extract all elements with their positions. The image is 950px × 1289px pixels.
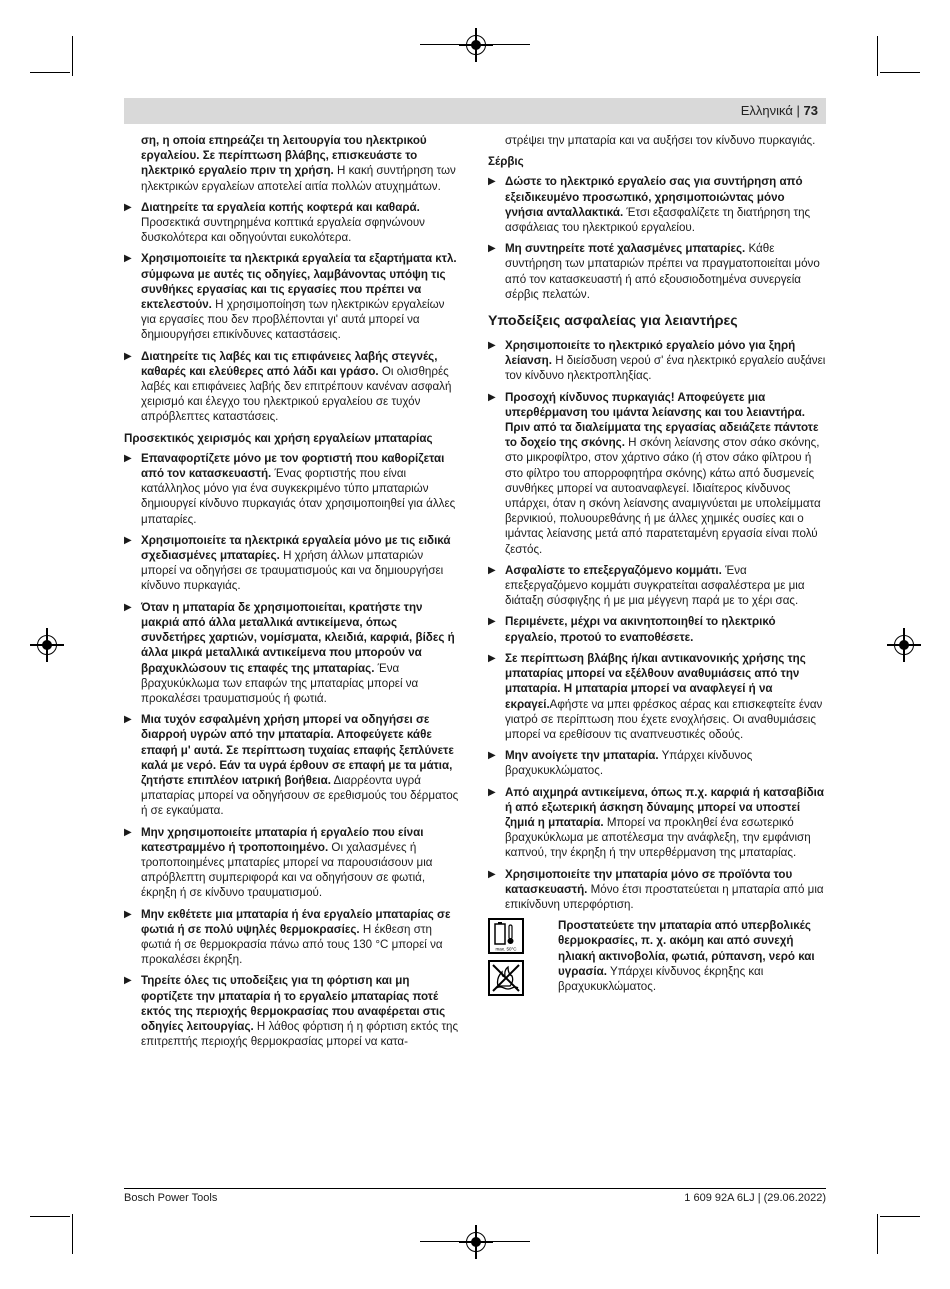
bullet-text: Μπορεί να προκληθεί ένα εσωτερικό βραχυκύκλωμα με αποτέλεσμα την ανάφλεξη, την εμφάνιση καπνού, την έκρηξη ή την υπερθέρμανση της μπαταρίας. bbox=[505, 815, 811, 860]
footer-divider bbox=[124, 1188, 826, 1189]
bullet-item bbox=[124, 349, 460, 425]
bullet-text: Η έκθεση στη φωτιά ή σε θερμοκρασία πάνω από τους 130 °C μπορεί να προκαλέσει έκρηξη. bbox=[141, 922, 443, 967]
bullet-triangle-icon: ▶ bbox=[488, 176, 496, 188]
warning-text bbox=[558, 918, 826, 994]
bullet-item bbox=[124, 600, 460, 706]
bullet-item bbox=[488, 651, 826, 742]
bullet-item bbox=[124, 907, 460, 968]
page-header bbox=[124, 98, 826, 124]
bullet-bold: Όταν η μπαταρία δε χρησιμοποιείται, κρατήστε την μακριά από άλλα μεταλλικά αντικείμενα, όπως συνδετήρες χαρτιών, νομίσματα, κλειδιά, καρφιά, βίδες ή άλλα μικρά μεταλλικά αντικείμενα που μπορούν να βραχυκλώσουν τις επαφές της μπαταρίας. bbox=[141, 600, 455, 675]
bullet-text: Ένα βραχυκύκλωμα των επαφών της μπαταρίας μπορεί να προκαλέσει τραυματισμούς ή φωτιά. bbox=[141, 661, 419, 705]
crop-mark bbox=[30, 1216, 70, 1217]
bullet-text: Διαρρέοντα υγρά μπαταρίας μπορεί να οδηγήσουν σε ερεθισμούς του δέρματος ή σε εγκαύματα. bbox=[141, 773, 459, 818]
header-label bbox=[741, 103, 818, 118]
bullet-triangle-icon: ▶ bbox=[488, 340, 496, 352]
crop-mark bbox=[72, 1214, 73, 1254]
bullet-triangle-icon: ▶ bbox=[488, 616, 496, 628]
bullet-triangle-icon: ▶ bbox=[488, 868, 496, 880]
bullet-text: Η χρήση άλλων μπαταριών μπορεί να οδηγήσει σε τραυματισμούς και να δημιουργήσει κίνδυνο πυρκαγιάς. bbox=[141, 549, 444, 593]
paragraph: στρέψει την μπαταρία και να αυξήσει τον κίνδυνο πυρκαγιάς. bbox=[505, 134, 816, 147]
bullet-text: Η διείσδυση νερού σ' ένα ηλεκτρικό εργαλείο αυξάνει τον κίνδυνο ηλεκτροπληξίας. bbox=[505, 354, 826, 383]
header-separator: | bbox=[796, 103, 800, 118]
bullet-text: Προσεκτικά συντηρημένα κοπτικά εργαλεία σφηνώνουν δυσκολότερα και οδηγούνται ευκολότερα. bbox=[141, 216, 425, 245]
crop-mark bbox=[30, 72, 70, 73]
crop-mark bbox=[880, 72, 920, 73]
bullet-triangle-icon: ▶ bbox=[488, 564, 496, 576]
bullet-item bbox=[124, 712, 460, 818]
temperature-battery-icon bbox=[488, 918, 524, 954]
bullet-text: Έτσι εξασφαλίζετε τη διατήρηση της ασφάλειας του ηλεκτρικού εργαλείου. bbox=[505, 205, 811, 235]
bullet-item bbox=[124, 451, 460, 527]
bullet-bold: Επαναφορτίζετε μόνο με τον φορτιστή που καθορίζεται από τον κατασκευαστή. bbox=[141, 451, 445, 481]
bullet-bold: Μην χρησιμοποιείτε μπαταρία ή εργαλείο που είναι κατεστραμμένο ή τροποποιημένο. bbox=[141, 825, 424, 854]
bullet-text: Κάθε συντήρηση των μπαταριών πρέπει να πραγματοποιείται μόνο από τον κατασκευαστή ή από εξουσιοδοτημένα συνεργεία σέρβις πελατών. bbox=[505, 242, 820, 301]
bullet-bold: Μη συντηρείτε ποτέ χαλασμένες μπαταρίες. bbox=[505, 242, 746, 256]
bullet-item bbox=[488, 785, 826, 861]
footer-docref: 1 609 92A 6LJ | (29.06.2022) bbox=[684, 1192, 826, 1204]
footer-brand: Bosch Power Tools bbox=[124, 1192, 218, 1204]
bullet-bold: Τηρείτε όλες τις υποδείξεις για τη φόρτιση και μη φορτίζετε την μπαταρία ή το εργαλείο μπαταρίας ποτέ εκτός της περιοχής θερμοκρασίας που αναφέρεται στις οδηγίες λειτουργίας. bbox=[141, 974, 446, 1033]
bullet-bold: Χρησιμοποιείτε την μπαταρία μόνο σε προϊόντα του κατασκευαστή. bbox=[505, 867, 793, 896]
bullet-triangle-icon: ▶ bbox=[488, 391, 496, 403]
bullet-triangle-icon: ▶ bbox=[124, 908, 132, 920]
section-heading: Υποδείξεις ασφαλείας για λειαντήρες bbox=[488, 313, 738, 330]
warning-block bbox=[488, 918, 826, 1008]
bullet-bold: Σε περίπτωση βλάβης ή/και αντικανονικής χρήσης της μπαταρίας μπορεί να εξέλθουν αναθυμιάσεις από την μπαταρία. Η μπαταρία μπορεί να αναφλεγεί ή να εκραγεί. bbox=[505, 651, 806, 711]
bullet-bold: Χρησιμοποιείτε το ηλεκτρικό εργαλείο μόνο για ξηρή λείανση. bbox=[505, 339, 796, 368]
bullet-item bbox=[488, 867, 826, 913]
bullet-triangle-icon: ▶ bbox=[124, 975, 132, 987]
crop-mark bbox=[877, 1214, 878, 1254]
bullet-item bbox=[488, 241, 826, 302]
warning-body: Υπάρχει κίνδυνος έκρηξης και βραχυκυκλώματος. bbox=[558, 964, 764, 993]
paragraph-bold: ση, η οποία επηρεάζει τη λειτουργία του ηλεκτρικού εργαλείου. Σε περίπτωση βλάβης, επισκευάστε το ηλεκτρικό εργαλείο πριν τη χρήση. bbox=[141, 134, 427, 178]
bullet-bold: Χρησιμοποιείτε τα ηλεκτρικά εργαλεία μόνο με τις ειδικά σχεδιασμένες μπαταρίες. bbox=[141, 533, 451, 563]
paragraph bbox=[124, 133, 460, 194]
subsection-heading: Σέρβις bbox=[488, 155, 524, 169]
bullet-triangle-icon: ▶ bbox=[124, 452, 132, 464]
bullet-bold: Μια τυχόν εσφαλμένη χρήση μπορεί να οδηγήσει σε διαρροή υγρών από την μπαταρία. Αποφεύγετε κάθε επαφή μ' αυτά. Σε περίπτωση τυχαίας επαφής ξεπλύνετε καλά με νερό. Εάν τα υγρά έρθουν σε επαφή με τα μάτια, ζητήστε επιπλέον ιατρική βοήθεια. bbox=[141, 713, 454, 787]
crop-mark bbox=[877, 36, 878, 76]
bullet-text: Υπάρχει κίνδυνος βραχυκυκλώματος. bbox=[505, 749, 753, 778]
bullet-bold: Δώστε το ηλεκτρικό εργαλείο σας για συντήρηση από εξειδικευμένο προσωπικό, χρησιμοποιώντας μόνο γνήσια ανταλλακτικά. bbox=[505, 175, 803, 219]
bullet-bold: Διατηρείτε τις λαβές και τις επιφάνειες λαβής στεγνές, καθαρές και ελεύθερες από λάδι και γράσο. bbox=[141, 349, 438, 378]
bullet-item bbox=[488, 338, 826, 384]
bullet-bold: Ασφαλίστε το επεξεργαζόμενο κομμάτι. bbox=[505, 563, 722, 577]
bullet-triangle-icon: ▶ bbox=[124, 253, 132, 265]
crop-mark bbox=[880, 1216, 920, 1217]
registration-mark-icon bbox=[894, 635, 914, 655]
bullet-bold: Χρησιμοποιείτε τα ηλεκτρικά εργαλεία τα εξαρτήματα κτλ. σύμφωνα με αυτές τις οδηγίες, λαμβάνοντας υπόψη τις συνθήκες εργασίας και τις εργασίες που πρέπει να εκτελεστούν. bbox=[141, 252, 457, 312]
bullet-item bbox=[488, 174, 826, 235]
bullet-item bbox=[124, 973, 460, 1049]
bullet-triangle-icon: ▶ bbox=[124, 826, 132, 838]
bullet-text: Οι χαλασμένες ή τροποποιημένες μπαταρίες μπορεί να παρουσιάσουν μια απρόβλεπτη συμπεριφορά και να οδηγήσουν σε φωτιά, έκρηξη ή σε κίνδυνο τραυματισμού. bbox=[141, 840, 433, 900]
bullet-triangle-icon: ▶ bbox=[124, 201, 132, 213]
bullet-text: Ένα επεξεργαζόμενο κομμάτι συγκρατείται ασφαλέστερα με μια διάταξη σύσφιγξης ή με μια μέγγενη παρά με το χέρι σας. bbox=[505, 563, 805, 608]
warning-bold: Προστατεύετε την μπαταρία από υπερβολικές θερμοκρασίες, π. χ. ακόμη και από συνεχή ηλιακή ακτινοβολία, φωτιά, ρύπανση, νερό και υγρασία. bbox=[558, 919, 815, 978]
bullet-triangle-icon: ▶ bbox=[488, 243, 496, 255]
bullet-bold: Προσοχή κίνδυνος πυρκαγιάς! Αποφεύγετε μια υπερθέρμανση του ιμάντα λείανσης και του λειαντήρα. Πριν από τα διαλείμματα της εργασίας αδειάζετε πάντοτε το δοχείο της σκόνης. bbox=[505, 390, 819, 450]
warning-icons bbox=[488, 918, 528, 1002]
bullet-item bbox=[488, 748, 826, 778]
bullet-text: Αφήστε να μπει φρέσκος αέρας και επισκεφτείτε έναν γιατρό σε περίπτωση που έχετε ενοχλήσεις. Οι αναθυμιάσεις μπορεί να ερεθίσουν τις αναπνευστικές οδούς. bbox=[505, 697, 823, 741]
bullet-item bbox=[488, 614, 826, 644]
bullet-item bbox=[488, 390, 826, 557]
icon-temperature-label: max. 50°C bbox=[495, 946, 517, 952]
bullet-text: Η λάθος φόρτιση ή η φόρτιση εκτός της επιτρεπτής περιοχής θερμοκρασίας μπορεί να κατα- bbox=[141, 1019, 459, 1049]
bullet-triangle-icon: ▶ bbox=[124, 350, 132, 362]
bullet-item bbox=[124, 200, 460, 246]
registration-mark-icon bbox=[466, 1232, 486, 1252]
bullet-triangle-icon: ▶ bbox=[488, 750, 496, 762]
bullet-bold: Διατηρείτε τα εργαλεία κοπής κοφτερά και καθαρά. bbox=[141, 200, 420, 214]
bullet-item bbox=[124, 533, 460, 594]
registration-mark-icon bbox=[37, 635, 57, 655]
bullet-triangle-icon: ▶ bbox=[124, 534, 132, 546]
bullet-text: Οι ολισθηρές λαβές και επιφάνειες λαβής δεν επιτρέπουν κανέναν ασφαλή χειρισμό και έλεγχο του ηλεκτρικού εργαλείου σε τυχόν απρόβλεπτες καταστάσεις. bbox=[141, 364, 452, 424]
left-column bbox=[124, 133, 460, 1055]
bullet-bold: Περιμένετε, μέχρι να ακινητοποιηθεί το ηλεκτρικό εργαλείο, προτού το εναποθέσετε. bbox=[505, 615, 776, 644]
bullet-triangle-icon: ▶ bbox=[124, 714, 132, 726]
bullet-triangle-icon: ▶ bbox=[124, 601, 132, 613]
no-fire-water-icon bbox=[488, 960, 524, 996]
bullet-bold: Μην εκθέτετε μια μπαταρία ή ένα εργαλείο μπαταρίας σε φωτιά ή σε πολύ υψηλές θερμοκρασίες. bbox=[141, 907, 451, 936]
bullet-text: Μόνο έτσι προστατεύεται η μπαταρία από μια επικίνδυνη υπερφόρτιση. bbox=[505, 882, 824, 911]
bullet-item bbox=[488, 563, 826, 609]
bullet-item bbox=[124, 825, 460, 901]
right-column bbox=[488, 133, 826, 1008]
header-language: Ελληνικά bbox=[740, 103, 793, 118]
page-number: 73 bbox=[803, 103, 818, 118]
bullet-triangle-icon: ▶ bbox=[488, 652, 496, 664]
bullet-triangle-icon: ▶ bbox=[488, 786, 496, 798]
bullet-bold: Μην ανοίγετε την μπαταρία. bbox=[505, 749, 659, 763]
bullet-text: Η χρησιμοποίηση των ηλεκτρικών εργαλείων για εργασίες που δεν προβλέπονται γι' αυτά μπορεί να δημιουργήσει επικίνδυνες καταστάσεις. bbox=[141, 298, 445, 342]
paragraph-text: Η κακή συντήρηση των ηλεκτρικών εργαλείων αποτελεί αιτία πολλών ατυχημάτων. bbox=[141, 164, 456, 193]
bullet-item bbox=[124, 251, 460, 342]
subsection-heading: Προσεκτικός χειρισμός και χρήση εργαλείων μπαταρίας bbox=[124, 431, 433, 445]
registration-mark-icon bbox=[466, 35, 486, 55]
bullet-text: Ένας φορτιστής που είναι κατάλληλος μόνο για ένα συγκεκριμένο τύπο μπαταριών δημιουργεί κίνδυνο πυρκαγιάς όταν χρησιμοποιηθεί για άλλες μπαταρίες. bbox=[141, 467, 456, 526]
crop-mark bbox=[72, 36, 73, 76]
bullet-text: Η σκόνη λείανσης στον σάκο σκόνης, στο μικροφίλτρο, στον χάρτινο σάκο (ή στον σάκο φίλτρου ή στο φίλτρο του απορροφητήρα σκόνης) κάτω από δυσμενείς συνθήκες μπορεί να αυτοαναφλεγεί. Ιδιαίτερος κίνδυνος υπάρχει, όταν η σκόνη λείανσης αναμιγνύεται με υπολείμματα βερνικιού, πολυουρεθάνης ή με άλλες χημικές ουσίες και ο ιμάντας λείανσης μετά από παρατεταμένη εργασία είναι πολύ ζεστός. bbox=[505, 436, 821, 556]
bullet-bold: Από αιχμηρά αντικείμενα, όπως π.χ. καρφιά ή κατσαβίδια ή από εξωτερική άσκηση δύναμης μπορεί να υποστεί ζημιά η μπαταρία. bbox=[505, 785, 824, 829]
